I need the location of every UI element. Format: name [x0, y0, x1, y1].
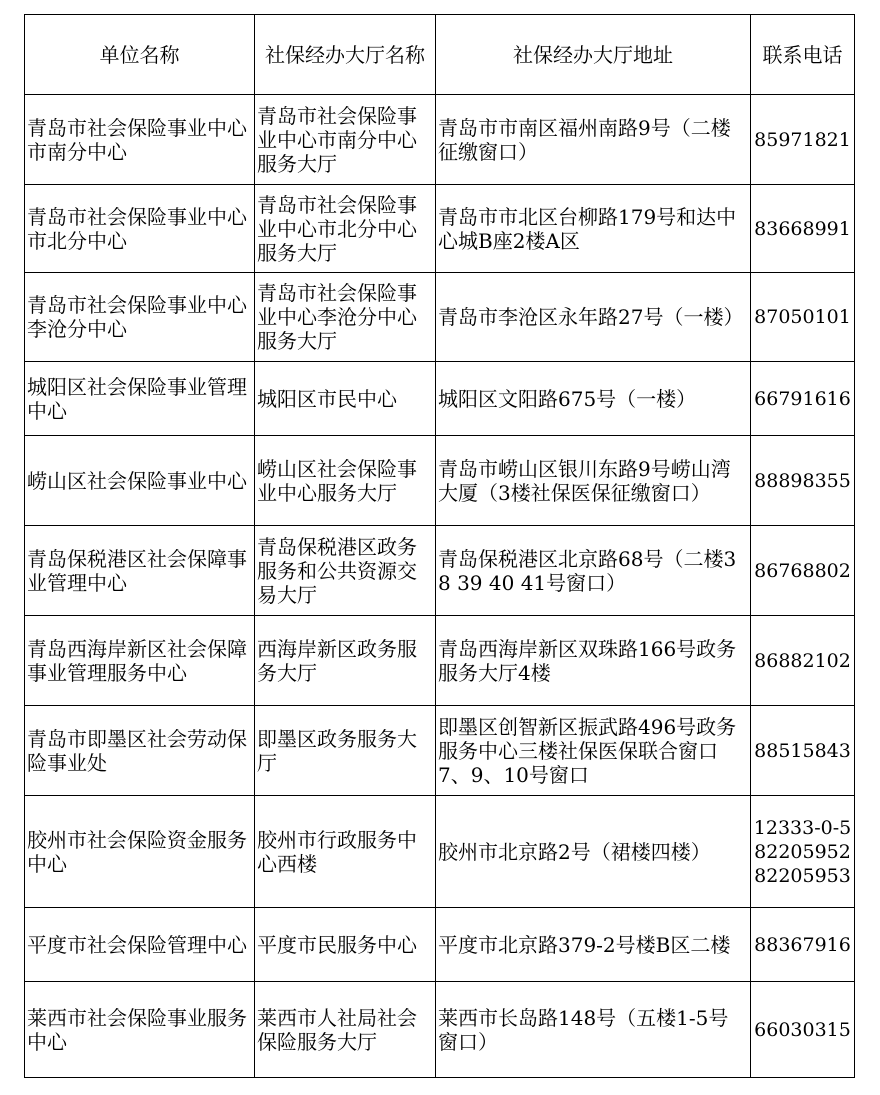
hall-address-cell: 青岛市市北区台柳路179号和达中心城B座2楼A区: [436, 185, 751, 273]
header-unit-name: 单位名称: [25, 15, 255, 95]
phone-number: 88898355: [754, 469, 851, 492]
hall-name-cell: 平度市民服务中心: [255, 908, 436, 982]
unit-name-cell: 莱西市社会保险事业服务中心: [25, 982, 255, 1078]
hall-address-cell: 即墨区创智新区振武路496号政务服务中心三楼社保医保联合窗口7、9、10号窗口: [436, 706, 751, 796]
hall-name-cell: 青岛市社会保险事业中心市北分中心服务大厅: [255, 185, 436, 273]
hall-address-cell: 胶州市北京路2号（裙楼四楼）: [436, 796, 751, 908]
header-row: [25, 15, 855, 95]
phone-cell: [751, 273, 855, 362]
phone-number: 88515843: [754, 739, 851, 762]
table-row: [25, 706, 855, 796]
phone-cell: [751, 908, 855, 982]
hall-name-cell: 崂山区社会保险事业中心服务大厅: [255, 436, 436, 526]
header-hall-address: 社保经办大厅地址: [436, 15, 751, 95]
phone-number: 87050101: [754, 306, 851, 328]
phone-number: 82205953: [754, 864, 851, 887]
phone-number: 66030315: [754, 1018, 851, 1041]
unit-name-cell: 青岛市社会保险事业中心李沧分中心: [25, 273, 255, 362]
hall-name-cell: 即墨区政务服务大厅: [255, 706, 436, 796]
table-row: [25, 616, 855, 706]
unit-name-cell: 青岛西海岸新区社会保障事业管理服务中心: [25, 616, 255, 706]
hall-name-cell: 西海岸新区政务服务大厅: [255, 616, 436, 706]
hall-address-cell: 青岛市李沧区永年路27号（一楼）: [436, 273, 751, 362]
phone-cell: [751, 436, 855, 526]
phone-cell: [751, 706, 855, 796]
unit-name-cell: 青岛市社会保险事业中心市北分中心: [25, 185, 255, 273]
hall-address-cell: 莱西市长岛路148号（五楼1-5号窗口）: [436, 982, 751, 1078]
hall-address-cell: 平度市北京路379-2号楼B区二楼: [436, 908, 751, 982]
phone-cell: [751, 796, 855, 908]
hall-name-cell: 城阳区市民中心: [255, 362, 436, 436]
phone-number: 12333-0-5: [753, 816, 852, 839]
unit-name-cell: 青岛市社会保险事业中心市南分中心: [25, 95, 255, 185]
hall-address-cell: 青岛市崂山区银川东路9号崂山湾大厦（3楼社保医保征缴窗口）: [436, 436, 751, 526]
table-row: [25, 95, 855, 185]
phone-number: 85971821: [754, 128, 851, 151]
unit-name-cell: 平度市社会保险管理中心: [25, 908, 255, 982]
table-row: [25, 436, 855, 526]
unit-name-cell: 胶州市社会保险资金服务中心: [25, 796, 255, 908]
phone-cell: [751, 616, 855, 706]
unit-name-cell: 青岛保税港区社会保障事业管理中心: [25, 526, 255, 616]
phone-number: 86768802: [754, 559, 851, 582]
unit-name-cell: 城阳区社会保险事业管理中心: [25, 362, 255, 436]
hall-name-cell: 青岛保税港区政务服务和公共资源交易大厅: [255, 526, 436, 616]
phone-number: 66791616: [754, 387, 851, 410]
table-row: [25, 273, 855, 362]
hall-address-cell: 青岛市市南区福州南路9号（二楼征缴窗口）: [436, 95, 751, 185]
table-row: [25, 908, 855, 982]
table-row: [25, 982, 855, 1078]
hall-address-cell: 青岛西海岸新区双珠路166号政务服务大厅4楼: [436, 616, 751, 706]
table-row: [25, 185, 855, 273]
hall-name-cell: 胶州市行政服务中心西楼: [255, 796, 436, 908]
phone-number: 88367916: [754, 933, 851, 956]
table-row: [25, 526, 855, 616]
unit-name-cell: 青岛市即墨区社会劳动保险事业处: [25, 706, 255, 796]
phone-number: 82205952: [754, 840, 851, 863]
hall-address-cell: 青岛保税港区北京路68号（二楼38 39 40 41号窗口）: [436, 526, 751, 616]
phone-number: 83668991: [754, 217, 851, 240]
hall-address-cell: 城阳区文阳路675号（一楼）: [436, 362, 751, 436]
phone-cell: [751, 95, 855, 185]
phone-cell: [751, 362, 855, 436]
hall-name-cell: 莱西市人社局社会保险服务大厅: [255, 982, 436, 1078]
table-row: [25, 362, 855, 436]
hall-name-cell: 青岛市社会保险事业中心李沧分中心服务大厅: [255, 273, 436, 362]
phone-cell: [751, 526, 855, 616]
phone-number: 86882102: [754, 649, 851, 672]
header-phone: 联系电话: [751, 15, 855, 95]
hall-name-cell: 青岛市社会保险事业中心市南分中心服务大厅: [255, 95, 436, 185]
phone-cell: [751, 185, 855, 273]
table-row: [25, 796, 855, 908]
header-hall-name: 社保经办大厅名称: [255, 15, 436, 95]
unit-name-cell: 崂山区社会保险事业中心: [25, 436, 255, 526]
phone-cell: [751, 982, 855, 1078]
social-security-offices-table: [24, 14, 855, 1078]
